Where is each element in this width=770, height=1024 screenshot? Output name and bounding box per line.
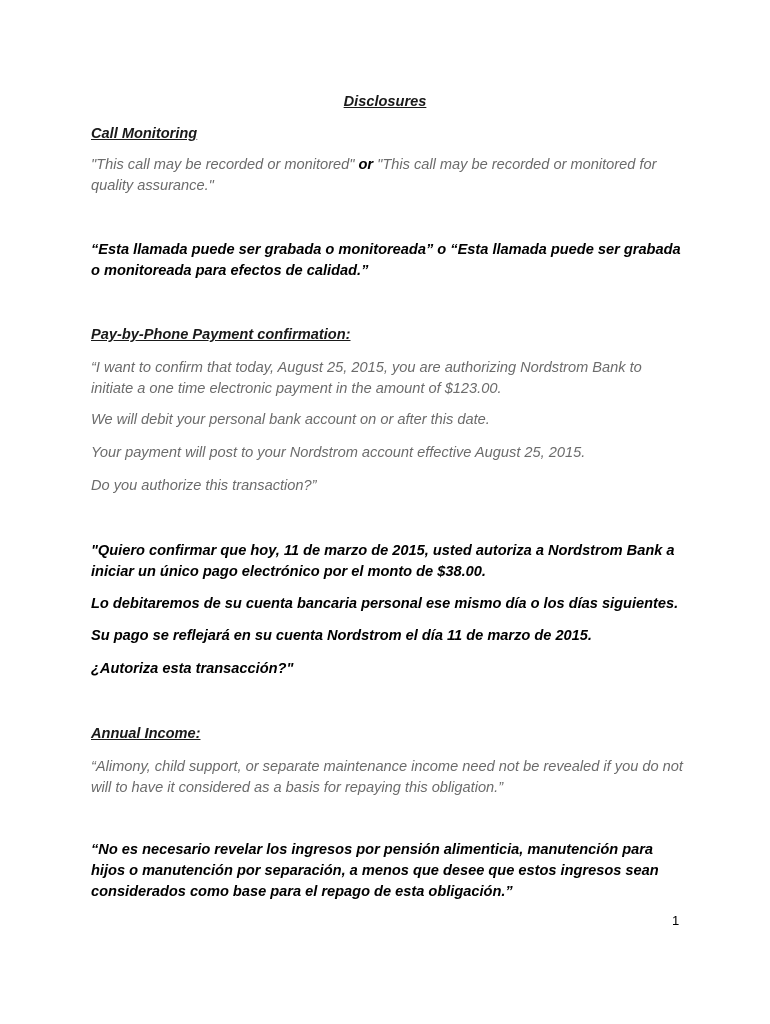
pay-by-phone-spanish-line2: Lo debitaremos de su cuenta bancaria personal ese mismo día o los días siguientes. <box>91 596 679 612</box>
pay-by-phone-heading: Pay-by-Phone Payment confirmation: <box>91 327 351 343</box>
call-monitoring-english <box>91 155 681 197</box>
annual-income-heading: Annual Income: <box>91 726 201 742</box>
annual-income-english: “Alimony, child support, or separate maintenance income need not be revealed if you do not will to have it considered as a basis for repaying this obligation.” <box>91 759 683 796</box>
pay-by-phone-spanish-line4: ¿Autoriza esta transacción?" <box>91 661 294 677</box>
pay-by-phone-spanish-line1: "Quiero confirmar que hoy, 11 de marzo de 2015, usted autoriza a Nordstrom Bank a iniciar un único pago electrónico por el monto de $38.00. <box>91 543 675 580</box>
pay-by-phone-spanish-line3: Su pago se reflejará en su cuenta Nordstrom el día 11 de marzo de 2015. <box>91 628 592 644</box>
call-monitoring-english-part1: "This call may be recorded or monitored" <box>91 157 359 173</box>
pay-by-phone-english-line3: Your payment will post to your Nordstrom account effective August 25, 2015. <box>91 445 586 461</box>
call-monitoring-spanish: “Esta llamada puede ser grabada o monitoreada” o “Esta llamada puede ser grabada o monitoreada para efectos de calidad.” <box>91 242 681 279</box>
pay-by-phone-english-line1: “I want to confirm that today, August 25, 2015, you are authorizing Nordstrom Bank to initiate a one time electronic payment in the amount of $123.00. <box>91 360 642 397</box>
call-monitoring-english-part2: "This call may be recorded or monitored for quality assurance." <box>91 157 657 194</box>
pay-by-phone-english-line2: We will debit your personal bank account on or after this date. <box>91 412 490 428</box>
pay-by-phone-english-line4: Do you authorize this transaction?” <box>91 478 317 494</box>
page-number: 1 <box>672 913 680 928</box>
call-monitoring-or: or <box>358 157 374 173</box>
page-title: Disclosures <box>343 94 427 110</box>
call-monitoring-heading: Call Monitoring <box>91 126 198 142</box>
annual-income-spanish: “No es necesario revelar los ingresos por pensión alimenticia, manutención para hijos o manutención por separación, a menos que desee que estos ingresos sean considerados como base para el repago de esta obligación.” <box>91 842 659 900</box>
